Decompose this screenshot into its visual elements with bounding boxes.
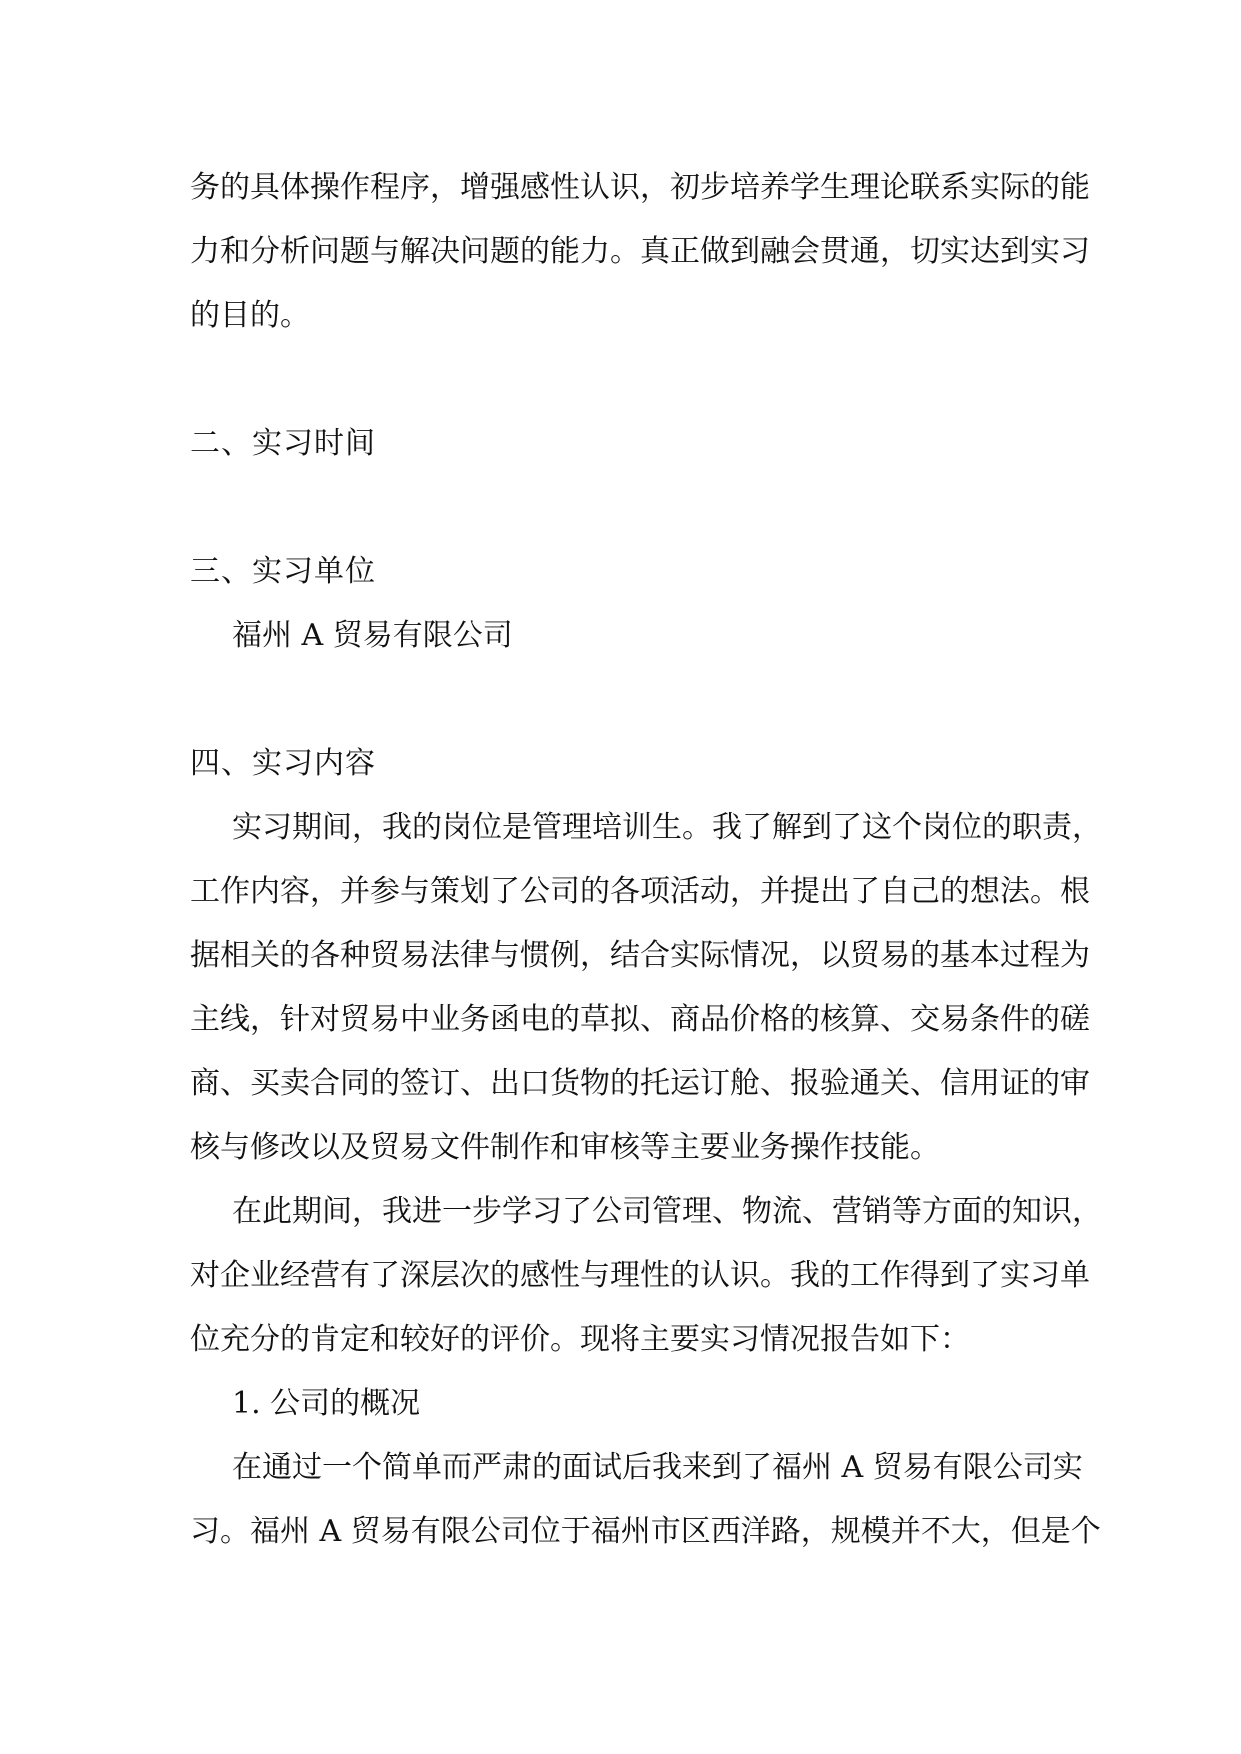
section4-p1-line-1: 实习期间，我的岗位是管理培训生。我了解到了这个岗位的职责， bbox=[232, 810, 1102, 845]
section3-company: 福州 A 贸易有限公司 bbox=[232, 618, 513, 653]
subsection1-line-1: 在通过一个简单而严肃的面试后我来到了福州 A 贸易有限公司实 bbox=[232, 1450, 1083, 1485]
section4-heading: 四、实习内容 bbox=[190, 746, 376, 781]
subsection1-heading: 1. 公司的概况 bbox=[232, 1386, 421, 1421]
subsection1-line-2: 习。福州 A 贸易有限公司位于福州市区西洋路，规模并不大，但是个 bbox=[190, 1514, 1101, 1549]
section4-p1-line-5: 商、买卖合同的签订、出口货物的托运订舱、报验通关、信用证的审 bbox=[190, 1066, 1090, 1101]
intro-line-2: 力和分析问题与解决问题的能力。真正做到融会贯通，切实达到实习 bbox=[190, 234, 1090, 269]
intro-line-1: 务的具体操作程序，增强感性认识，初步培养学生理论联系实际的能 bbox=[190, 170, 1090, 205]
section2-heading: 二、实习时间 bbox=[190, 426, 376, 461]
section4-p2-line-1: 在此期间，我进一步学习了公司管理、物流、营销等方面的知识， bbox=[232, 1194, 1102, 1229]
section3-heading: 三、实习单位 bbox=[190, 554, 376, 589]
section4-p1-line-6: 核与修改以及贸易文件制作和审核等主要业务操作技能。 bbox=[190, 1130, 940, 1165]
section4-p2-line-3: 位充分的肯定和较好的评价。现将主要实习情况报告如下： bbox=[190, 1322, 970, 1357]
section4-p1-line-2: 工作内容，并参与策划了公司的各项活动，并提出了自己的想法。根 bbox=[190, 874, 1090, 909]
section4-p2-line-2: 对企业经营有了深层次的感性与理性的认识。我的工作得到了实习单 bbox=[190, 1258, 1090, 1293]
section4-p1-line-4: 主线，针对贸易中业务函电的草拟、商品价格的核算、交易条件的磋 bbox=[190, 1002, 1090, 1037]
intro-line-3: 的目的。 bbox=[190, 298, 310, 333]
section4-p1-line-3: 据相关的各种贸易法律与惯例，结合实际情况，以贸易的基本过程为 bbox=[190, 938, 1090, 973]
